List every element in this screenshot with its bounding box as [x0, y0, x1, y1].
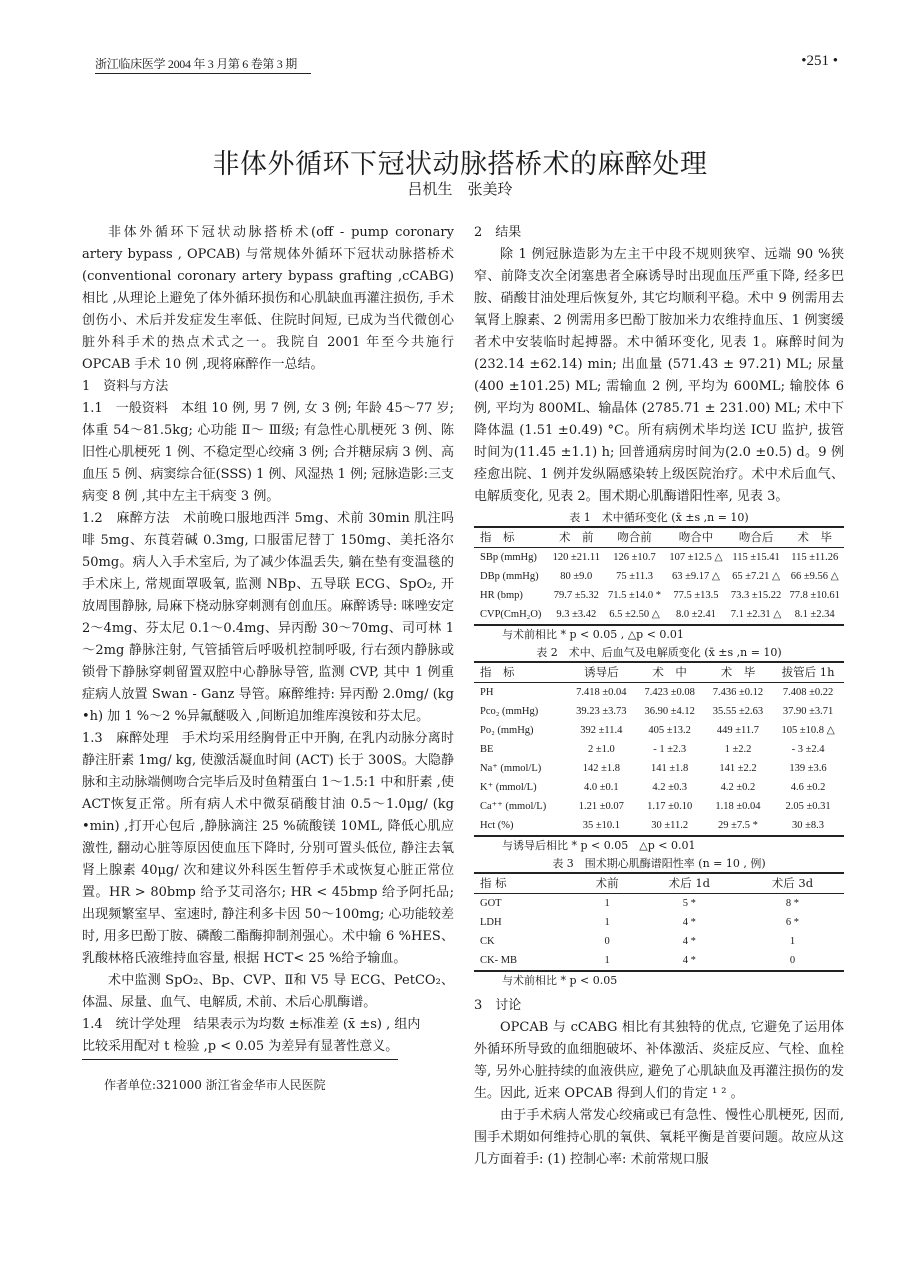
table-cell: 1.21 ±0.07: [578, 801, 624, 812]
table-2-grid: [474, 661, 844, 837]
table-header-cell: 拔管后 1h: [781, 665, 835, 679]
table-cell: 35.55 ±2.63: [712, 706, 764, 717]
table-row-label: SBp (mmHg): [480, 552, 537, 563]
table-row: [474, 605, 844, 625]
table-cell: 4 *: [682, 936, 696, 947]
table-cell: - 1 ±2.3: [653, 744, 687, 755]
table-cell: 7.408 ±0.22: [782, 687, 834, 698]
table-1: [474, 510, 844, 643]
table-header-row: [474, 873, 844, 894]
table-cell: 405 ±13.2: [648, 725, 691, 736]
table-cell: 141 ±1.8: [651, 763, 689, 774]
running-head: 浙江临床医学 2004 年 3 月第 6 卷第 3 期: [95, 55, 311, 74]
table-3-grid: [474, 872, 844, 972]
table-header-cell: 诱导后: [584, 665, 619, 679]
anesthesia-management-paragraph: 1.3 麻醉处理 手术均采用经胸骨正中开胸, 在乳内动脉分离时静注肝素 1mg/ kg, 使激活凝血时间 (ACT) 长于 300S。大隐静脉和主动脉端侧吻合完毕后及时鱼精蛋白 1～1.5:1 中和肝素 ,使 ACT恢复正常。所有病人术中微泵硝酸甘油 0.5～1.0μg/ (kg •min) ,打开心包后 ,静脉滴注 25 %硫酸镁 10ML, 降低心肌应激性, 翻动心脏等原因使血压下降时, 分别可置头低位, 静注去氧肾上腺素 40μg/ 次和建议外科医生暂停手术或恢复心脏正常位置。HR > 80bmp 给予艾司洛尔; HR < 45bmp 给予阿托品; 出现频繁室早、室速时, 静注利多卡因 50～100mg; 心功能较差时, 用多巴酚丁胺、磷酸二酯酶抑制剂强心。术中输 6 %HES、乳酸林格氏液维持血容量, 根据 HCT< 25 %给予输血。: [82, 731, 454, 966]
table-row: [474, 816, 844, 836]
table-row: [474, 567, 844, 586]
section-heading-discussion: 3 讨论: [474, 998, 522, 1013]
table-cell: 35 ±10.1: [582, 820, 620, 831]
table-cell: 1: [789, 936, 796, 947]
table-row-label: HR (bmp): [480, 590, 523, 601]
page-number: •251 •: [801, 53, 838, 69]
anesthesia-method-paragraph: 1.2 麻醉方法 术前晚口服地西泮 5mg、术前 30min 肌注吗啡 5mg、东莨菪碱 0.3mg, 口服雷尼替丁 150mg、美托洛尔 50mg。病人入手术室后, 为了减少体温丢失, 躺在垫有变温毯的手术床上, 常规面罩吸氧, 监测 NBp、五导联 ECG、SpO₂, 开放周围静脉, 局麻下桡动脉穿刺测有创血压。麻醉诱导: 咪唑安定 2～4mg、芬太尼 0.1～0.4mg、异丙酚 30～70mg、司可林 1～2mg 静脉注射, 气管插管后呼吸机控制呼吸, 行右颈内静脉或锁骨下静脉穿刺留置双腔中心静脉导管, 监测 CVP, 其中 1 例重症病人放置 Swan - Ganz 导管。麻醉维持: 异丙酚 2.0mg/ (kg •h) 加 1 %～2 %异氟醚吸入 ,间断追加维库溴铵和芬太尼。: [82, 511, 454, 724]
table-header-row: [474, 662, 844, 683]
table-cell: 107 ±12.5 △: [669, 552, 723, 563]
table-cell: 1: [604, 898, 610, 909]
table-row-label: LDH: [480, 917, 502, 928]
table-row-label: Po₂ (mmHg): [480, 725, 534, 736]
table-cell: 4 *: [682, 955, 696, 966]
table-row: [474, 778, 844, 797]
table-cell: 4.2 ±0.2: [720, 782, 756, 793]
table-row-label: CK- MB: [480, 955, 518, 966]
table-cell: 73.3 ±15.22: [730, 590, 782, 601]
table-cell: 63 ±9.17 △: [672, 571, 720, 582]
table-cell: 7.436 ±0.12: [712, 687, 764, 698]
table-header-cell: 术后 1d: [668, 876, 711, 890]
table-cell: 65 ±7.21 △: [732, 571, 781, 582]
table-cell: 115 ±15.41: [732, 552, 780, 563]
statistics-line-2: 比较采用配对 t 检验 ,p < 0.05 为差异有显著性意义。: [82, 1036, 398, 1060]
table-cell: 39.23 ±3.73: [576, 706, 627, 717]
intro-paragraph: 非体外循环下冠状动脉搭桥术(off - pump coronary artery bypass , OPCAB) 与常规体外循环下冠状动脉搭桥术(conventional coronary artery bypass grafting ,cCABG) 相比 ,从理论上避免了体外循环损伤和心肌缺血再灌注损伤, 手术创伤小、术后并发症发生率低、住院时间短, 已成为当代微创心脏外科手术的热点术式之一。我院自 2001 年至今共施行 OPCAB 手术 10 例 ,现将麻醉作一总结。: [82, 225, 454, 372]
table-3-caption: 表 3 围术期心肌酶谱阳性率 (n = 10 , 例): [552, 857, 766, 870]
table-row: [474, 586, 844, 605]
table-cell: 2 ±1.0: [587, 744, 615, 755]
table-row-label: CVP(CmH₂O): [480, 609, 542, 620]
table-row: [474, 951, 844, 971]
table-row: [474, 683, 844, 703]
table-header-cell: 术 毕: [797, 530, 832, 544]
table-1-note: 与术前相比 * p < 0.05 , △p < 0.01: [502, 628, 684, 641]
table-cell: 8.1 ±2.34: [794, 609, 835, 620]
table-2: [474, 645, 844, 854]
table-cell: 6 *: [785, 917, 799, 928]
table-header-cell: 指 标: [480, 530, 515, 544]
table-cell: 449 ±11.7: [716, 725, 760, 736]
table-header-cell: 术 前: [559, 530, 594, 544]
table-cell: 36.90 ±4.12: [644, 706, 695, 717]
table-cell: 1.18 ±0.04: [715, 801, 761, 812]
table-2-caption: 表 2 术中、后血气及电解质变化 (x̄ ±s ,n = 10): [536, 646, 782, 659]
table-cell: 79.7 ±5.32: [553, 590, 599, 601]
table-cell: 115 ±11.26: [791, 552, 839, 563]
table-row: [474, 740, 844, 759]
table-row-label: Na⁺ (mmol/L): [480, 763, 542, 774]
table-cell: 0: [604, 936, 610, 947]
table-row-label: CK: [480, 936, 495, 947]
table-row-label: Hct (%): [480, 820, 514, 831]
table-cell: 9.3 ±3.42: [556, 609, 597, 620]
section-heading-methods: 1 资料与方法: [82, 379, 169, 394]
table-cell: - 3 ±2.4: [791, 744, 825, 755]
article-title: 非体外循环下冠状动脉搭桥术的麻醉处理: [212, 149, 708, 181]
table-cell: 4.2 ±0.3: [652, 782, 687, 793]
table-1-caption: 表 1 术中循环变化 (x̄ ±s ,n = 10): [569, 511, 749, 524]
table-row: [474, 797, 844, 816]
table-row-label: K⁺ (mmol/L): [480, 782, 537, 793]
left-column: [82, 222, 454, 1108]
table-1-grid: [474, 526, 844, 626]
table-cell: 4.6 ±0.2: [790, 782, 826, 793]
table-row-label: Pco₂ (mmHg): [480, 706, 539, 717]
table-cell: 4 *: [682, 917, 696, 928]
table-row-label: BE: [480, 744, 494, 755]
table-header-cell: 吻合后: [738, 530, 774, 544]
table-row: [474, 932, 844, 951]
monitoring-paragraph: 术中监测 SpO₂、Bp、CVP、Ⅱ和 V5 导 ECG、PetCO₂、体温、尿量、血气、电解质, 术前、术后心肌酶谱。: [82, 973, 454, 1010]
table-cell: 4.0 ±0.1: [584, 782, 619, 793]
discussion-paragraph-1: OPCAB 与 cCABG 相比有其独特的优点, 它避免了运用体外循环所导致的血细胞破坏、补体激活、炎症反应、气栓、血栓等, 另外心脏持续的血液供应, 避免了心肌缺血及再灌注损伤的发生。因此, 近来 OPCAB 得到人们的肯定 ¹ ² 。: [474, 1020, 844, 1101]
table-cell: 77.5 ±13.5: [673, 590, 719, 601]
table-header-row: [474, 527, 844, 548]
table-row: [474, 721, 844, 740]
right-column: [474, 222, 844, 1171]
general-data-paragraph: 1.1 一般资料 本组 10 例, 男 7 例, 女 3 例; 年龄 45～77 岁; 体重 54～81.5kg; 心功能 Ⅱ～ Ⅲ级; 有急性心肌梗死 3 例、陈旧性心肌梗死 1 例、不稳定型心绞痛 3 例; 合并糖尿病 3 例、高血压 5 例、病窦综合征(SSS) 1 例、风湿热 1 例; 冠脉造影:三支病变 8 例 ,其中左主干病变 3 例。: [82, 401, 454, 504]
table-3-note: 与术前相比 * p < 0.05: [502, 974, 618, 987]
table-2-note: 与诱导后相比 * p < 0.05 △p < 0.01: [502, 839, 696, 852]
table-cell: 30 ±8.3: [792, 820, 825, 831]
table-cell: 66 ±9.56 △: [790, 571, 839, 582]
table-cell: 8.0 ±2.41: [676, 609, 716, 620]
section-heading-results: 2 结果: [474, 225, 522, 240]
table-cell: 37.90 ±3.71: [782, 706, 834, 717]
table-row-label: DBp (mmHg): [480, 571, 539, 582]
table-header-cell: 术后 3d: [771, 876, 814, 890]
table-row: [474, 702, 844, 721]
table-header-cell: 术 中: [652, 665, 687, 679]
table-cell: 1 ±2.2: [724, 744, 752, 755]
table-cell: 8 *: [785, 898, 799, 909]
table-cell: 5 *: [682, 898, 696, 909]
discussion-paragraph-2: 由于手术病人常发心绞痛或已有急性、慢性心肌梗死, 因而, 围手术期如何维持心肌的氧供、氧耗平衡是首要问题。故应从这几方面着手: (1) 控制心率: 术前常规口服: [474, 1108, 844, 1167]
statistics-paragraph: [82, 1014, 454, 1060]
table-cell: 7.1 ±2.31 △: [730, 609, 782, 620]
table-header-cell: 吻合中: [678, 530, 714, 544]
table-cell: 6.5 ±2.50 △: [609, 609, 660, 620]
table-3: [474, 856, 844, 989]
table-cell: 120 ±21.11: [552, 552, 600, 563]
table-cell: 7.418 ±0.04: [576, 687, 627, 698]
table-cell: 1: [604, 917, 610, 928]
table-row: [474, 913, 844, 932]
table-cell: 141 ±2.2: [719, 763, 757, 774]
table-cell: 77.8 ±10.61: [789, 590, 840, 601]
table-cell: 75 ±11.3: [616, 571, 653, 582]
table-cell: 0: [789, 955, 796, 966]
table-cell: 1: [604, 955, 610, 966]
article-authors: 吕机生 张美玲: [407, 180, 513, 198]
table-cell: 126 ±10.7: [613, 552, 656, 563]
table-cell: 1.17 ±0.10: [647, 801, 693, 812]
table-header-cell: 术 毕: [720, 665, 756, 679]
table-header-cell: 指 标: [480, 665, 515, 679]
table-cell: 80 ±9.0: [560, 571, 593, 582]
table-cell: 29 ±7.5 *: [718, 820, 758, 831]
table-cell: 105 ±10.8 △: [781, 725, 835, 736]
table-row-label: Ca⁺⁺ (mmol/L): [480, 801, 547, 812]
author-affiliation: 作者单位:321000 浙江省金华市人民医院: [104, 1078, 326, 1092]
statistics-line-1: 1.4 统计学处理 结果表示为均数 ±标准差 (x̄ ±s) , 组内: [82, 1017, 421, 1032]
table-header-cell: 指 标: [480, 876, 507, 890]
table-row: [474, 759, 844, 778]
table-row: [474, 548, 844, 568]
table-cell: 392 ±11.4: [580, 725, 623, 736]
results-paragraph: 除 1 例冠脉造影为左主干中段不规则狭窄、远端 90 %狭窄、前降支次全闭塞患者全麻诱导时出现血压严重下降, 经多巴胺、硝酸甘油处理后恢复外, 其它均顺利平稳。术中 9 例需用去氧肾上腺素、2 例需用多巴酚丁胺加米力农维持血压、1 例窦缓者术中安装临时起搏器。术中循环变化, 见表 1。麻醉时间为 (232.14 ±62.14) min; 出血量 (571.43 ± 97.21) ML; 尿量 (400 ±101.25) ML; 需输血 2 例, 平均为 600ML; 输胶体 6 例, 平均为 800ML、输晶体 (2785.71 ± 231.00) ML; 术中下降体温 (1.51 ±0.49) °C。所有病例术毕均送 ICU 监护, 拔管时间为(11.45 ±1.1) h; 回普通病房时间为(2.0 ±0.5) d。9 例痊愈出院、1 例并发纵隔感染转上级医院治疗。术中术后血气、电解质变化, 见表 2。围术期心肌酶谱阳性率, 见表 3。: [474, 247, 844, 504]
table-row-label: GOT: [480, 898, 502, 909]
table-cell: 2.05 ±0.31: [785, 801, 831, 812]
table-cell: 71.5 ±14.0 *: [608, 590, 662, 601]
table-header-cell: 吻合前: [617, 530, 652, 544]
table-cell: 142 ±1.8: [582, 763, 620, 774]
table-header-cell: 术前: [595, 876, 619, 890]
table-row-label: PH: [480, 687, 494, 698]
table-row: [474, 894, 844, 914]
table-cell: 139 ±3.6: [789, 763, 827, 774]
table-cell: 7.423 ±0.08: [644, 687, 695, 698]
table-cell: 30 ±11.2: [651, 820, 689, 831]
